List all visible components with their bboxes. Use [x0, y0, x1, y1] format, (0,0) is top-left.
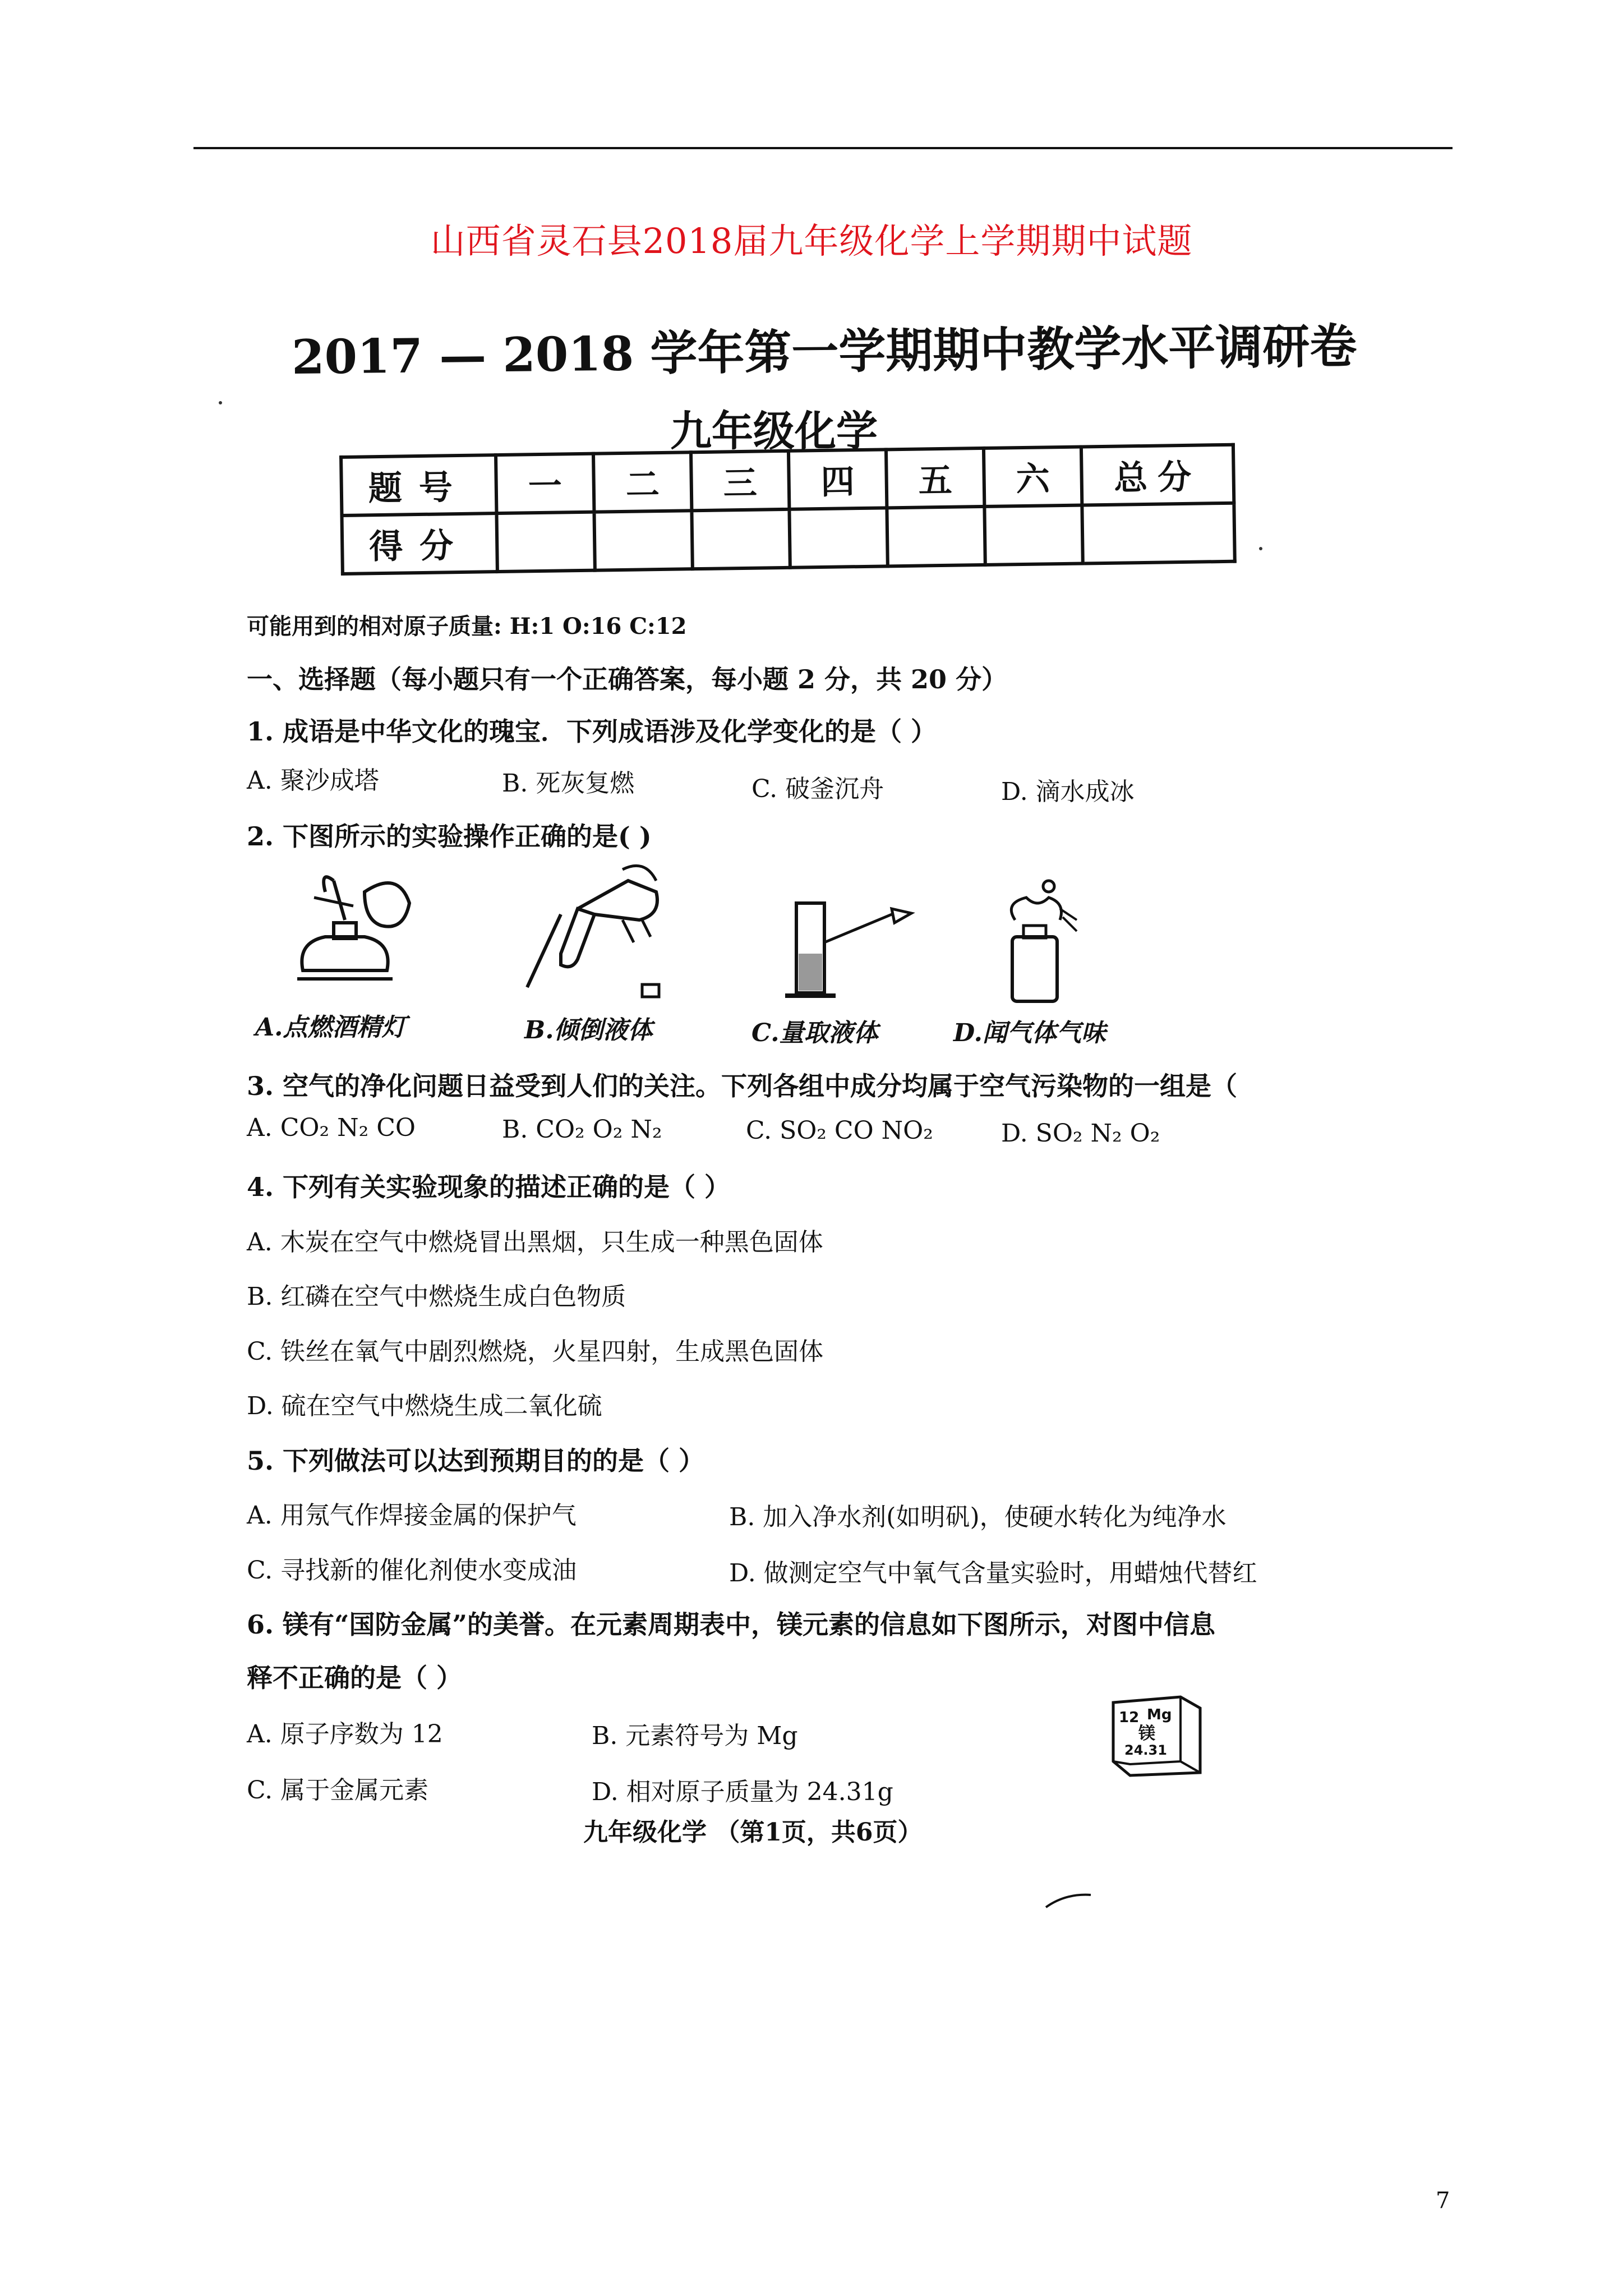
- pen-mark: [1043, 1890, 1094, 1913]
- card-name: 镁: [1138, 1724, 1155, 1743]
- score-table: [339, 443, 1237, 576]
- exam-subject: 九年级化学: [670, 407, 878, 455]
- q6-option-a: A. 原子序数为 12: [247, 1720, 443, 1749]
- score-table-col: 五: [886, 448, 984, 508]
- score-cell: [496, 512, 594, 572]
- question-2: 2. 下图所示的实验操作正确的是( ): [247, 821, 652, 852]
- score-table-col: 四: [789, 449, 887, 509]
- q6-option-d: D. 相对原子质量为 24.31g: [592, 1778, 893, 1806]
- pour-liquid-figure: [494, 858, 684, 1004]
- q3-option-b: B. CO₂ O₂ N₂: [502, 1115, 662, 1144]
- score-cell: [887, 507, 985, 566]
- score-table-col: 三: [691, 451, 789, 510]
- scan-speck: [1259, 547, 1262, 550]
- q4-option-a: A. 木炭在空气中燃烧冒出黑烟，只生成一种黑色固体: [247, 1228, 823, 1257]
- score-cell: [789, 508, 887, 567]
- card-atomic-number: 12: [1119, 1709, 1140, 1726]
- q2-option-a: A.点燃酒精灯: [255, 1013, 407, 1042]
- score-cell: [594, 510, 692, 570]
- score-table-col: 二: [593, 452, 691, 512]
- q4-option-b: B. 红磷在空气中燃烧生成白色物质: [247, 1282, 626, 1311]
- magnesium-element-card: [1108, 1683, 1203, 1778]
- q5-option-b: B. 加入净水剂(如明矾)，使硬水转化为纯净水: [729, 1503, 1227, 1531]
- question-4: 4. 下列有关实验现象的描述正确的是（ ）: [247, 1172, 731, 1202]
- alcohol-lamp-figure: [280, 858, 426, 1004]
- q3-option-a: A. CO₂ N₂ CO: [247, 1114, 416, 1142]
- q6-option-c: C. 属于金属元素: [247, 1776, 429, 1805]
- q6-option-b: B. 元素符号为 Mg: [592, 1722, 798, 1750]
- q4-option-d: D. 硫在空气中燃烧生成二氧化硫: [247, 1392, 602, 1420]
- q2-option-b: B.倾倒液体: [524, 1016, 653, 1045]
- score-table-row2-label: 得分: [342, 513, 497, 574]
- question-6: 6. 镁有“国防金属”的美誉。在元素周期表中，镁元素的信息如下图所示，对图中信息: [247, 1609, 1215, 1640]
- q3-option-d: D. SO₂ N₂ O₂: [1001, 1119, 1160, 1148]
- page-footer: 九年级化学 （第1页，共6页）: [583, 1818, 923, 1847]
- q4-option-c: C. 铁丝在氧气中剧烈燃烧，火星四射，生成黑色固体: [247, 1337, 824, 1366]
- question-5: 5. 下列做法可以达到预期目的的是（ ）: [247, 1446, 705, 1476]
- score-table-col: 六: [984, 447, 1082, 507]
- q1-option-d: D. 滴水成冰: [1001, 777, 1135, 806]
- q1-option-b: B. 死灰复燃: [502, 769, 635, 798]
- q5-option-d: D. 做测定空气中氧气含量实验时，用蜡烛代替红: [729, 1559, 1257, 1588]
- question-6-cont: 释不正确的是（ ）: [247, 1663, 463, 1693]
- section-heading: 一、选择题（每小题只有一个正确答案，每小题 2 分，共 20 分）: [247, 664, 1008, 694]
- page-number: 7: [1436, 2188, 1450, 2214]
- q1-option-a: A. 聚沙成塔: [247, 766, 379, 795]
- score-cell: [1082, 503, 1234, 564]
- q5-option-c: C. 寻找新的催化剂使水变成油: [247, 1556, 577, 1585]
- score-cell: [691, 509, 790, 569]
- score-table-col: 一: [496, 454, 594, 513]
- card-mass: 24.31: [1124, 1742, 1167, 1758]
- score-table-row1-label: 题号: [341, 455, 496, 516]
- q2-option-c: C.量取液体: [751, 1019, 878, 1047]
- document-title: 山西省灵石县2018届九年级化学上学期期中试题: [430, 220, 1193, 261]
- measure-liquid-figure: [780, 892, 925, 1004]
- smell-gas-figure: [993, 875, 1094, 1010]
- score-table-total: 总分: [1081, 445, 1234, 505]
- card-symbol: Mg: [1147, 1706, 1172, 1723]
- q2-option-d: D.闻气体气味: [953, 1019, 1106, 1047]
- header-rule: [193, 147, 1453, 149]
- q5-option-a: A. 用氖气作焊接金属的保护气: [247, 1501, 577, 1530]
- exam-title: 2017 — 2018 学年第一学期期中教学水平调研卷: [291, 318, 1357, 385]
- atomic-masses: 可能用到的相对原子质量: H:1 O:16 C:12: [247, 613, 687, 639]
- q1-option-c: C. 破釜沉舟: [751, 775, 884, 803]
- question-3: 3. 空气的净化问题日益受到人们的关注。下列各组中成分均属于空气污染物的一组是（: [247, 1071, 1238, 1101]
- q3-option-c: C. SO₂ CO NO₂: [746, 1116, 933, 1145]
- question-1: 1. 成语是中华文化的瑰宝．下列成语涉及化学变化的是（ ）: [247, 716, 937, 747]
- scan-speck: [219, 401, 222, 404]
- score-cell: [984, 505, 1082, 565]
